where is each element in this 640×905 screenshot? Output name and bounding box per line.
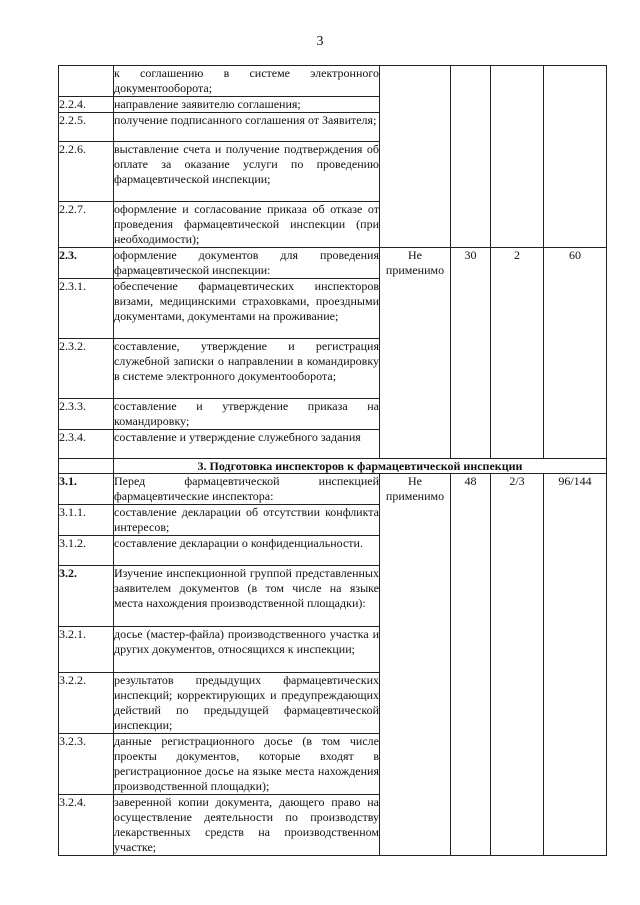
value-cell-6: 60 (544, 248, 607, 459)
value-cell-5: 2 (491, 248, 544, 459)
row-description: Изучение инспекционной группой представленных заявителем документов (в том числе на языке места нахождения производственной площадки): (114, 566, 380, 627)
row-description: выставление счета и получение подтверждения об оплате за оказание услуги по проведению фармацевтической инспекции; (114, 142, 380, 202)
row-description: обеспечение фармацевтических инспекторов визами, медицинскими страховками, проездными документами, документами на проживание; (114, 279, 380, 339)
row-number: 2.3.2. (59, 339, 114, 399)
value-cell-4: 48 (451, 474, 491, 856)
empty-cell (491, 66, 544, 248)
row-number: 3.2. (59, 566, 114, 627)
row-description: направление заявителю соглашения; (114, 97, 380, 113)
section-title: 3. Подготовка инспекторов к фармацевтической инспекции (114, 459, 607, 474)
row-number: 3.2.4. (59, 795, 114, 856)
row-description: к соглашению в системе электронного документооборота; (114, 66, 379, 95)
value-cell-5: 2/3 (491, 474, 544, 856)
value-cell-6: 96/144 (544, 474, 607, 856)
row-description: составление, утверждение и регистрация служебной записки о направлении в командировку в системе электронного документооборота; (114, 339, 380, 399)
row-number: 2.3. (59, 248, 114, 279)
empty-cell (59, 459, 114, 474)
row-description: оформление и согласование приказа об отказе от проведения фармацевтической инспекции (при необходимости); (114, 202, 379, 246)
table-row (59, 66, 607, 97)
row-number: 3.2.2. (59, 673, 114, 734)
row-description: составление и утверждение приказа на командировку; (114, 399, 379, 428)
row-description: Перед фармацевтической инспекцией фармацевтические инспектора: (114, 474, 379, 503)
applicability-cell: Не применимо (380, 474, 451, 856)
row-description: данные регистрационного досье (в том числе проекты документов, которые входят в регистрационное досье на языке места нахождения производственной площадки); (114, 734, 379, 793)
procedure-table (58, 65, 607, 856)
table-row (59, 248, 607, 279)
row-number: 3.2.1. (59, 627, 114, 673)
row-number (59, 66, 114, 97)
row-description: получение подписанного соглашения от Заявителя; (114, 113, 380, 142)
row-number: 2.2.7. (59, 202, 114, 248)
row-number: 3.1.1. (59, 505, 114, 536)
empty-cell (451, 66, 491, 248)
row-number: 3.2.3. (59, 734, 114, 795)
value-cell-4: 30 (451, 248, 491, 459)
row-description: досье (мастер-файла) производственного участка и других документов, относящихся к инспекции; (114, 627, 380, 673)
row-description: составление декларации об отсутствии конфликта интересов; (114, 505, 379, 534)
empty-cell (544, 66, 607, 248)
section-header-row (59, 459, 607, 474)
row-number: 3.1.2. (59, 536, 114, 566)
row-number: 2.2.4. (59, 97, 114, 113)
page-number: 3 (316, 34, 324, 49)
row-number: 2.3.1. (59, 279, 114, 339)
row-description: оформление документов для проведения фармацевтической инспекции: (114, 248, 379, 277)
empty-cell (380, 66, 451, 248)
table-row (59, 474, 607, 505)
row-description: составление декларации о конфиденциальности. (114, 536, 380, 566)
row-description: результатов предыдущих фармацевтических инспекций; корректирующих и предупреждающих действий по предыдущей фармацевтической инспекции; (114, 673, 379, 732)
row-number: 2.2.5. (59, 113, 114, 142)
row-number: 2.2.6. (59, 142, 114, 202)
row-number: 3.1. (59, 474, 114, 505)
row-number: 2.3.3. (59, 399, 114, 430)
row-number: 2.3.4. (59, 430, 114, 459)
applicability-cell: Не применимо (380, 248, 451, 459)
row-description: заверенной копии документа, дающего право на осуществление деятельности по производству лекарственных средств на производственном участке; (114, 795, 379, 854)
row-description: составление и утверждение служебного задания (114, 430, 380, 459)
